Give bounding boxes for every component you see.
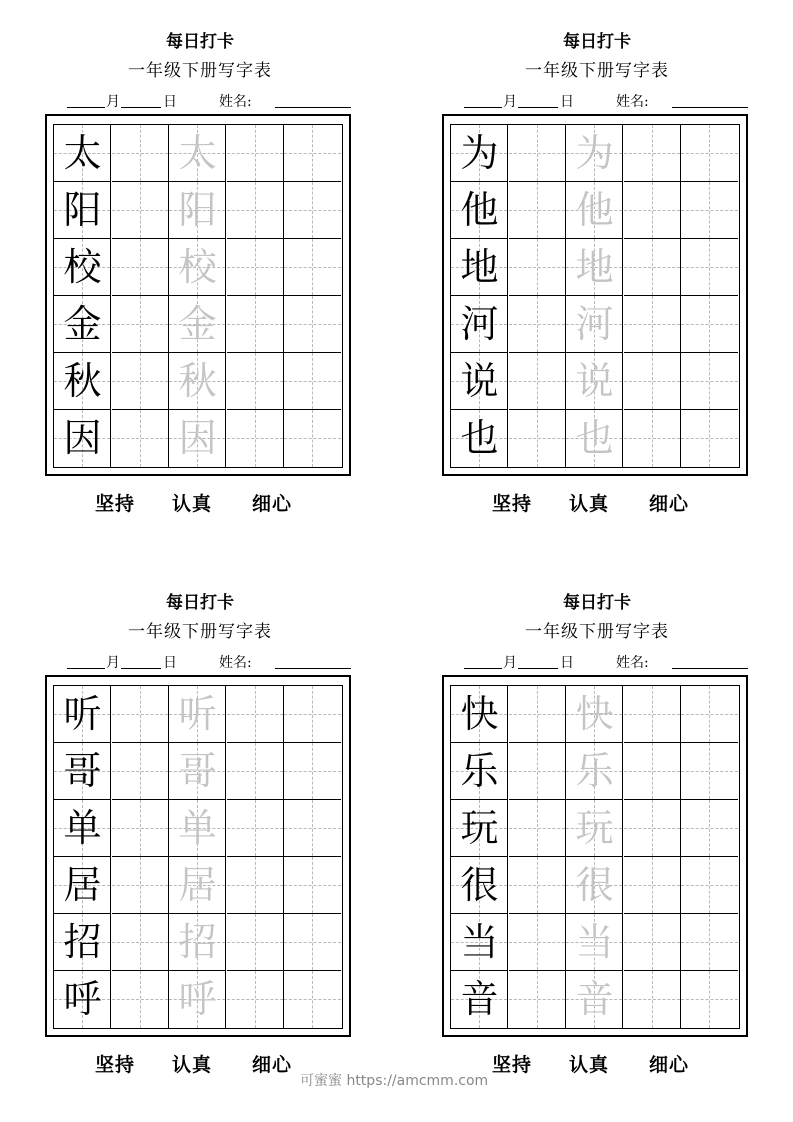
grid-cell[interactable] [509,800,566,857]
grid-cell[interactable] [566,686,623,743]
grid-cell[interactable] [624,914,681,971]
grid-row [54,182,342,239]
grid-cell[interactable] [54,800,111,857]
grid-cell[interactable] [54,296,111,353]
grid-cell[interactable] [509,125,566,182]
date-name-line [45,92,355,112]
grid-cell[interactable] [566,182,623,239]
grid-cell[interactable] [451,125,508,182]
writing-grid [450,124,740,468]
grid-cell[interactable] [169,296,226,353]
grid-row [54,800,342,857]
grid-cell[interactable] [509,353,566,410]
grid-cell[interactable] [227,239,284,296]
grid-cell[interactable] [54,353,111,410]
grid-cell[interactable] [451,971,508,1028]
trace-character: 招 [178,920,217,964]
model-character: 太 [63,131,102,175]
grid-cell[interactable] [624,125,681,182]
trace-character: 乐 [575,749,614,793]
model-character: 河 [460,302,499,346]
grid-cell[interactable] [169,125,226,182]
grid-cell[interactable] [681,353,738,410]
grid-cell[interactable] [681,800,738,857]
writing-grid [53,685,343,1029]
trace-character: 校 [178,245,217,289]
month-blank[interactable] [464,653,502,669]
grid-cell[interactable] [284,125,341,182]
grid-cell[interactable] [509,686,566,743]
grid-cell[interactable] [284,971,341,1028]
grid-cell[interactable] [566,296,623,353]
grid-cell[interactable] [169,239,226,296]
day-blank[interactable] [121,653,161,669]
grid-cell[interactable] [284,743,341,800]
grid-cell[interactable] [112,353,169,410]
grid-cell[interactable] [169,686,226,743]
grid-cell[interactable] [54,239,111,296]
grid-row [54,857,342,914]
motto-word: 细心 [252,1054,293,1076]
trace-character: 单 [178,806,217,850]
grid-cell[interactable] [681,857,738,914]
grid-cell[interactable] [54,857,111,914]
motto-line [442,490,752,518]
grid-row [54,125,342,182]
writing-grid [450,685,740,1029]
model-character: 为 [460,131,499,175]
grid-cell[interactable] [451,353,508,410]
grid-cell[interactable] [284,353,341,410]
grid-cell[interactable] [451,182,508,239]
motto-word: 坚持 [95,1054,136,1076]
grid-cell[interactable] [284,182,341,239]
grid-cell[interactable] [681,686,738,743]
model-character: 招 [63,920,102,964]
trace-character: 因 [178,416,217,460]
grid-cell[interactable] [54,743,111,800]
model-character: 很 [460,863,499,907]
month-label: 月 [106,655,120,671]
grid-cell[interactable] [451,800,508,857]
card-subtitle: 一年级下册写字表 [128,622,272,642]
grid-cell[interactable] [54,971,111,1028]
model-character: 乐 [460,749,499,793]
date-name-line [442,92,752,112]
month-label: 月 [503,655,517,671]
model-character: 哥 [63,749,102,793]
grid-cell[interactable] [451,743,508,800]
grid-cell[interactable] [681,239,738,296]
grid-cell[interactable] [566,914,623,971]
date-name-line [442,653,752,673]
motto-word: 细心 [649,1054,690,1076]
grid-cell[interactable] [566,239,623,296]
motto-word: 坚持 [95,493,136,515]
name-blank[interactable] [275,92,351,108]
practice-card [45,30,355,530]
trace-character: 阳 [178,188,217,232]
grid-cell[interactable] [624,800,681,857]
model-character: 因 [63,416,102,460]
grid-cell[interactable] [624,296,681,353]
grid-cell[interactable] [169,743,226,800]
trace-character: 他 [575,188,614,232]
motto-word: 坚持 [492,493,533,515]
grid-cell[interactable] [624,410,681,467]
grid-cell[interactable] [112,296,169,353]
model-character: 音 [460,977,499,1021]
model-character: 单 [63,806,102,850]
grid-row [451,353,739,410]
grid-cell[interactable] [681,296,738,353]
grid-cell[interactable] [624,743,681,800]
grid-cell[interactable] [624,971,681,1028]
grid-cell[interactable] [112,239,169,296]
grid-cell[interactable] [284,686,341,743]
grid-cell[interactable] [54,182,111,239]
trace-character: 玩 [575,806,614,850]
model-character: 他 [460,188,499,232]
grid-cell[interactable] [681,125,738,182]
grid-cell[interactable] [54,125,111,182]
grid-row [451,296,739,353]
card-title: 每日打卡 [166,32,234,52]
grid-cell[interactable] [112,743,169,800]
grid-cell[interactable] [227,971,284,1028]
trace-character: 听 [178,692,217,736]
month-label: 月 [503,94,517,110]
day-label: 日 [560,94,574,110]
model-character: 居 [63,863,102,907]
grid-cell[interactable] [566,857,623,914]
name-blank[interactable] [672,92,748,108]
date-name-line [45,653,355,673]
grid-cell[interactable] [624,686,681,743]
grid-row [451,971,739,1028]
grid-row [451,125,739,182]
grid-cell[interactable] [509,296,566,353]
grid-row [451,182,739,239]
grid-cell[interactable] [112,686,169,743]
grid-cell[interactable] [566,410,623,467]
trace-character: 为 [575,131,614,175]
grid-cell[interactable] [509,182,566,239]
grid-cell[interactable] [112,914,169,971]
grid-cell[interactable] [284,857,341,914]
grid-cell[interactable] [169,971,226,1028]
model-character: 地 [460,245,499,289]
grid-cell[interactable] [112,971,169,1028]
day-blank[interactable] [518,92,558,108]
trace-character: 快 [575,692,614,736]
motto-word: 细心 [649,493,690,515]
month-blank[interactable] [464,92,502,108]
trace-character: 很 [575,863,614,907]
day-label: 日 [560,655,574,671]
model-character: 听 [63,692,102,736]
day-label: 日 [163,94,177,110]
month-blank[interactable] [67,653,105,669]
grid-cell[interactable] [227,296,284,353]
grid-cell[interactable] [227,857,284,914]
grid-cell[interactable] [284,239,341,296]
motto-word: 细心 [252,493,293,515]
practice-card [442,30,752,530]
grid-cell[interactable] [284,800,341,857]
grid-cell[interactable] [227,914,284,971]
practice-card [45,591,355,1091]
grid-cell[interactable] [681,410,738,467]
grid-cell[interactable] [169,353,226,410]
card-title: 每日打卡 [563,593,631,613]
card-title: 每日打卡 [166,593,234,613]
grid-cell[interactable] [509,410,566,467]
grid-cell[interactable] [451,857,508,914]
motto-word: 认真 [172,493,213,515]
month-blank[interactable] [67,92,105,108]
grid-cell[interactable] [227,410,284,467]
motto-word: 认真 [569,1054,610,1076]
grid-cell[interactable] [681,971,738,1028]
watermark-text: 可蜜蜜 https://amcmm.com [300,1073,489,1089]
grid-cell[interactable] [54,410,111,467]
grid-cell[interactable] [509,971,566,1028]
card-subtitle: 一年级下册写字表 [128,61,272,81]
grid-cell[interactable] [54,686,111,743]
grid-row [54,296,342,353]
trace-character: 也 [575,416,614,460]
model-character: 呼 [63,977,102,1021]
grid-cell[interactable] [169,800,226,857]
grid-cell[interactable] [284,296,341,353]
model-character: 金 [63,302,102,346]
motto-line [442,1051,752,1079]
grid-cell[interactable] [566,353,623,410]
writing-grid-frame [442,675,748,1037]
motto-word: 认真 [569,493,610,515]
grid-cell[interactable] [451,296,508,353]
name-blank[interactable] [275,653,351,669]
practice-card [442,591,752,1091]
writing-grid-frame [45,114,351,476]
grid-row [451,857,739,914]
motto-line [45,490,355,518]
model-character: 当 [460,920,499,964]
grid-cell[interactable] [624,239,681,296]
grid-cell[interactable] [112,410,169,467]
model-character: 快 [460,692,499,736]
grid-row [54,239,342,296]
model-character: 玩 [460,806,499,850]
model-character: 秋 [63,359,102,403]
trace-character: 当 [575,920,614,964]
grid-cell[interactable] [624,353,681,410]
grid-cell[interactable] [566,971,623,1028]
name-label: 姓名: [616,655,649,671]
name-label: 姓名: [616,94,649,110]
grid-cell[interactable] [566,125,623,182]
grid-row [54,686,342,743]
day-blank[interactable] [121,92,161,108]
grid-cell[interactable] [451,686,508,743]
grid-cell[interactable] [509,239,566,296]
grid-cell[interactable] [681,182,738,239]
grid-cell[interactable] [112,857,169,914]
trace-character: 地 [575,245,614,289]
trace-character: 哥 [178,749,217,793]
grid-cell[interactable] [509,914,566,971]
card-title: 每日打卡 [563,32,631,52]
grid-cell[interactable] [227,182,284,239]
grid-cell[interactable] [112,125,169,182]
day-label: 日 [163,655,177,671]
grid-cell[interactable] [112,182,169,239]
grid-row [54,971,342,1028]
trace-character: 呼 [178,977,217,1021]
grid-cell[interactable] [451,239,508,296]
trace-character: 金 [178,302,217,346]
grid-cell[interactable] [451,410,508,467]
grid-cell[interactable] [227,800,284,857]
model-character: 也 [460,416,499,460]
grid-row [54,914,342,971]
grid-cell[interactable] [681,914,738,971]
trace-character: 说 [575,359,614,403]
grid-cell[interactable] [112,800,169,857]
grid-row [451,239,739,296]
grid-cell[interactable] [169,857,226,914]
grid-cell[interactable] [284,914,341,971]
writing-grid [53,124,343,468]
grid-row [54,743,342,800]
grid-cell[interactable] [227,743,284,800]
name-label: 姓名: [219,655,252,671]
motto-word: 认真 [172,1054,213,1076]
model-character: 说 [460,359,499,403]
grid-row [451,410,739,467]
grid-cell[interactable] [566,743,623,800]
grid-cell[interactable] [227,125,284,182]
grid-cell[interactable] [169,182,226,239]
writing-grid-frame [442,114,748,476]
trace-character: 音 [575,977,614,1021]
grid-cell[interactable] [509,743,566,800]
writing-grid-frame [45,675,351,1037]
grid-cell[interactable] [169,410,226,467]
grid-cell[interactable] [227,353,284,410]
grid-cell[interactable] [451,914,508,971]
grid-row [54,410,342,467]
grid-cell[interactable] [509,857,566,914]
grid-row [451,914,739,971]
grid-cell[interactable] [227,686,284,743]
grid-cell[interactable] [566,800,623,857]
model-character: 阳 [63,188,102,232]
model-character: 校 [63,245,102,289]
card-subtitle: 一年级下册写字表 [525,61,669,81]
grid-cell[interactable] [54,914,111,971]
motto-word: 坚持 [492,1054,533,1076]
grid-row [451,743,739,800]
grid-row [451,800,739,857]
grid-cell[interactable] [681,743,738,800]
card-subtitle: 一年级下册写字表 [525,622,669,642]
name-blank[interactable] [672,653,748,669]
grid-cell[interactable] [624,182,681,239]
trace-character: 秋 [178,359,217,403]
trace-character: 太 [178,131,217,175]
grid-cell[interactable] [169,914,226,971]
trace-character: 居 [178,863,217,907]
name-label: 姓名: [219,94,252,110]
grid-row [451,686,739,743]
grid-cell[interactable] [284,410,341,467]
day-blank[interactable] [518,653,558,669]
grid-cell[interactable] [624,857,681,914]
grid-row [54,353,342,410]
month-label: 月 [106,94,120,110]
trace-character: 河 [575,302,614,346]
